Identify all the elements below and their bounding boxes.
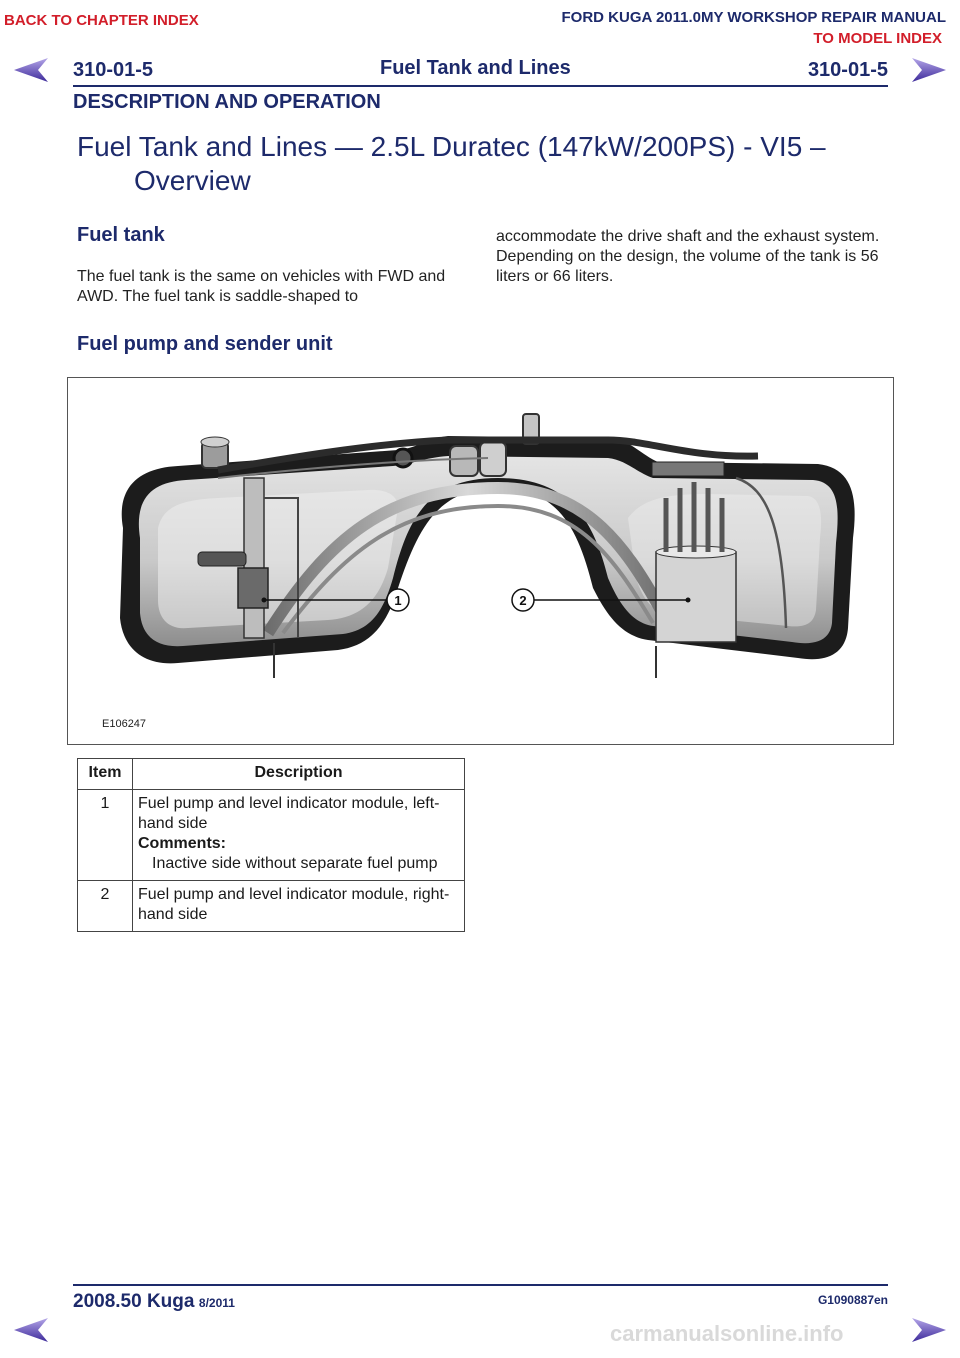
manual-title: FORD KUGA 2011.0MY WORKSHOP REPAIR MANUAL <box>561 9 946 26</box>
column-header-item: Item <box>78 759 133 790</box>
page-title-line1: Fuel Tank and Lines — 2.5L Duratec (147kW/200PS) - VI5 – <box>77 131 826 162</box>
to-model-index-link[interactable]: TO MODEL INDEX <box>813 30 942 47</box>
comments-text: Inactive side without separate fuel pump <box>152 855 438 872</box>
fuel-pump-heading: Fuel pump and sender unit <box>77 333 333 355</box>
item-number: 1 <box>78 790 133 881</box>
table-row <box>78 881 465 932</box>
item-description <box>133 790 465 881</box>
column-header-description: Description <box>133 759 465 790</box>
item-description-text: Fuel pump and level indicator module, left-hand side <box>138 795 440 832</box>
footer-date: 8/2011 <box>198 1296 235 1310</box>
item-description <box>133 881 465 932</box>
page-number-right: 310-01-5 <box>807 59 888 81</box>
next-page-arrow-icon[interactable] <box>910 58 946 82</box>
previous-page-arrow-icon[interactable] <box>14 58 50 82</box>
fuel-tank-heading: Fuel tank <box>77 224 165 246</box>
previous-page-arrow-icon[interactable] <box>14 1318 50 1342</box>
category-heading: DESCRIPTION AND OPERATION <box>73 91 381 113</box>
fuel-tank-text-col2: accommodate the drive shaft and the exhaust system. Depending on the design, the volume of the tank is 56 liters or 66 liters. <box>496 228 880 285</box>
footer-model <box>73 1291 235 1313</box>
fuel-tank-drawing <box>68 378 893 744</box>
fuel-tank-illustration <box>67 377 894 745</box>
back-to-chapter-index-link[interactable]: BACK TO CHAPTER INDEX <box>4 12 199 29</box>
comments-label: Comments: <box>138 835 227 852</box>
header-rule <box>73 85 888 87</box>
footer-rule <box>73 1284 888 1286</box>
table-row <box>78 790 465 881</box>
page-title-line2: Overview <box>134 165 251 196</box>
section-title: Fuel Tank and Lines <box>380 57 571 79</box>
figure-id: E106247 <box>102 718 147 730</box>
fuel-tank-text-col1: The fuel tank is the same on vehicles with FWD and AWD. The fuel tank is saddle-shaped to <box>77 268 446 305</box>
footer-code: G1090887en <box>817 1293 888 1307</box>
callout-1-label: 1 <box>394 593 402 608</box>
page-title <box>77 130 826 198</box>
page-number-left: 310-01-5 <box>73 59 154 81</box>
callout-2-label: 2 <box>519 593 527 608</box>
item-description-table <box>77 758 465 932</box>
footer-model-name: 2008.50 Kuga <box>73 1291 195 1312</box>
item-description-text: Fuel pump and level indicator module, right-hand side <box>138 886 450 923</box>
watermark: carmanualsonline.info <box>610 1321 844 1346</box>
table-header-row <box>78 759 465 790</box>
next-page-arrow-icon[interactable] <box>910 1318 946 1342</box>
item-number: 2 <box>78 881 133 932</box>
